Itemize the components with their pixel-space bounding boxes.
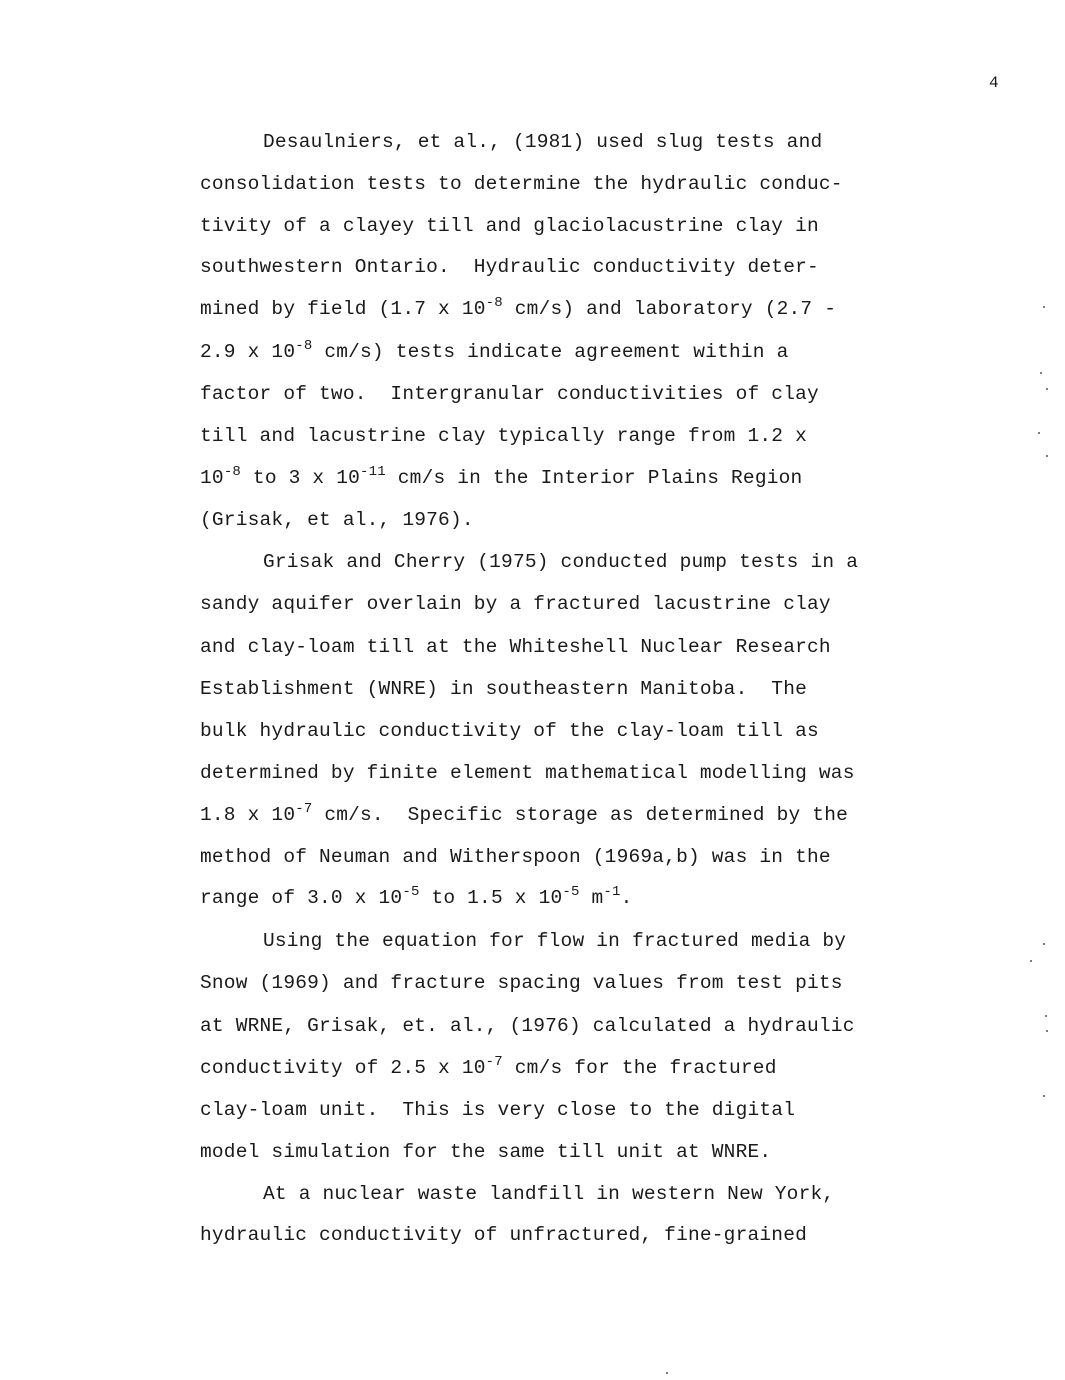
text-run: m <box>579 887 604 909</box>
text-run: hydraulic conductivity of unfractured, fine-grained <box>200 1224 807 1246</box>
scan-speck <box>1030 960 1032 962</box>
text-run: Desaulniers, et al., (1981) used slug tests and <box>263 131 823 153</box>
text-run: cm/s) tests indicate agreement within a <box>312 341 789 363</box>
superscript: -1 <box>603 884 621 900</box>
text-run: model simulation for the same till unit at WNRE. <box>200 1141 772 1163</box>
superscript: -8 <box>485 295 503 311</box>
text-run: 10 <box>200 467 224 489</box>
text-line <box>200 844 831 870</box>
text-run: till and lacustrine clay typically range from 1.2 x <box>200 425 807 447</box>
text-line <box>200 718 819 744</box>
superscript: -8 <box>295 338 313 354</box>
text-run: Snow (1969) and fracture spacing values from test pits <box>200 972 843 994</box>
text-line <box>200 760 855 786</box>
text-line <box>263 928 846 954</box>
text-run: factor of two. Intergranular conductivities of clay <box>200 383 819 405</box>
text-line <box>200 1097 795 1123</box>
text-line <box>200 885 633 911</box>
text-run: 1.8 x 10 <box>200 804 296 826</box>
text-run: cm/s) and laboratory (2.7 - <box>502 298 837 320</box>
text-line <box>200 1222 807 1248</box>
text-run: (Grisak, et al., 1976). <box>200 509 474 531</box>
text-line <box>200 634 831 660</box>
text-run: Using the equation for flow in fractured media by <box>263 930 847 952</box>
text-run: sandy aquifer overlain by a fractured lacustrine clay <box>200 593 831 615</box>
text-line <box>200 296 836 322</box>
text-line <box>200 970 843 996</box>
text-run: clay-loam unit. This is very close to the digital <box>200 1099 796 1121</box>
text-run: Establishment (WNRE) in southeastern Manitoba. The <box>200 678 807 700</box>
text-run: determined by finite element mathematical modelling was <box>200 762 855 784</box>
text-line <box>200 1139 771 1165</box>
superscript: -5 <box>402 884 420 900</box>
scan-speck <box>666 1372 668 1374</box>
superscript: -5 <box>562 884 580 900</box>
superscript: -7 <box>295 801 313 817</box>
text-line <box>200 507 474 533</box>
text-line <box>200 213 819 239</box>
scan-speck <box>1043 1095 1045 1097</box>
scan-speck <box>1043 306 1045 308</box>
text-run: range of 3.0 x 10 <box>200 887 403 909</box>
text-run: conductivity of 2.5 x 10 <box>200 1057 486 1079</box>
scan-speck <box>1045 1015 1047 1017</box>
superscript: -11 <box>360 464 386 480</box>
text-line <box>263 1181 834 1207</box>
text-line <box>263 129 822 155</box>
text-run: at WRNE, Grisak, et. al., (1976) calculated a hydraulic <box>200 1015 855 1037</box>
text-run: At a nuclear waste landfill in western New York, <box>263 1183 835 1205</box>
text-run: bulk hydraulic conductivity of the clay-loam till as <box>200 720 819 742</box>
text-run: method of Neuman and Witherspoon (1969a,b) was in the <box>200 846 831 868</box>
scan-speck <box>1046 455 1048 457</box>
scan-speck <box>1043 943 1045 945</box>
scan-speck <box>1038 432 1040 434</box>
text-run: southwestern Ontario. Hydraulic conductivity deter- <box>200 256 819 278</box>
text-run: to 3 x 10 <box>241 467 361 489</box>
text-run: and clay-loam till at the Whiteshell Nuclear Research <box>200 636 831 658</box>
text-line <box>200 1055 777 1081</box>
text-run: cm/s in the Interior Plains Region <box>385 467 803 489</box>
text-run: cm/s. Specific storage as determined by the <box>312 804 849 826</box>
text-line <box>200 1013 855 1039</box>
text-line <box>200 254 819 280</box>
text-run: consolidation tests to determine the hydraulic conduc- <box>200 173 843 195</box>
text-line <box>200 423 807 449</box>
text-line <box>200 802 848 828</box>
text-run: to 1.5 x 10 <box>419 887 563 909</box>
text-line <box>200 465 802 491</box>
text-run: 2.9 x 10 <box>200 341 296 363</box>
text-run: mined by field (1.7 x 10 <box>200 298 486 320</box>
text-run: tivity of a clayey till and glaciolacustrine clay in <box>200 215 819 237</box>
text-line <box>200 339 789 365</box>
text-run: Grisak and Cherry (1975) conducted pump tests in a <box>263 551 859 573</box>
superscript: -8 <box>223 464 242 480</box>
superscript: -7 <box>485 1054 503 1070</box>
text-line <box>263 549 858 575</box>
scan-speck <box>1046 388 1048 390</box>
scan-speck <box>1046 1030 1048 1032</box>
scan-speck <box>1040 372 1042 374</box>
text-line <box>200 676 807 702</box>
text-run: . <box>620 887 633 909</box>
page-number: 4 <box>989 74 999 92</box>
text-line <box>200 171 843 197</box>
text-line <box>200 591 831 617</box>
text-run: cm/s for the fractured <box>502 1057 777 1079</box>
text-line <box>200 381 819 407</box>
